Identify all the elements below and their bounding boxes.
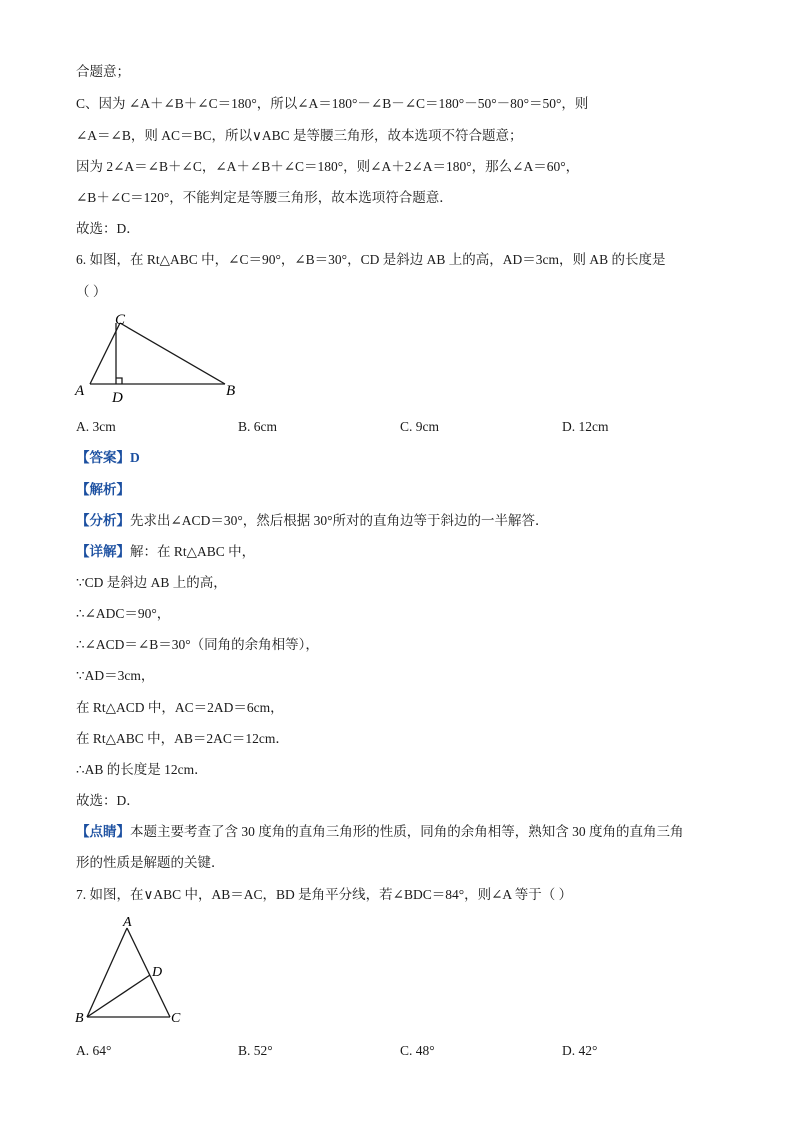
solution-step: ∵CD 是斜边 AB 上的高， <box>76 575 227 590</box>
fenxi-line <box>76 511 549 531</box>
dianjing-tag: 【点睛】 <box>76 824 130 839</box>
fenxi-tag: 【分析】 <box>76 513 130 528</box>
label-a: A <box>123 915 132 930</box>
text-line: 合题意； <box>76 64 130 79</box>
question-7-stem: 7. 如图，在∨ABC 中，AB＝AC，BD 是角平分线，若∠BDC＝84°，则∠A 等于（ ） <box>76 887 573 902</box>
text-line: C、因为 ∠A＋∠B＋∠C＝180°，所以∠A＝180°－∠B－∠C＝180°－50°－80°＝50°，则 <box>76 96 589 111</box>
label-b: B <box>226 383 236 399</box>
text-line: ∠A＝∠B，则 AC＝BC，所以∨ABC 是等腰三角形，故本选项不符合题意； <box>76 128 523 143</box>
dianjing-line-2: 形的性质是解题的关键． <box>76 855 225 870</box>
option-d: D. 12cm <box>562 419 609 434</box>
answer-line <box>76 448 140 468</box>
option-b: B. 6cm <box>238 419 277 434</box>
xiangjie-tag: 【详解】 <box>76 544 130 559</box>
solution-step: 在 Rt△ABC 中，AB＝2AC＝12cm． <box>76 731 289 746</box>
text-line: 因为 2∠A＝∠B＋∠C，∠A＋∠B＋∠C＝180°，则∠A＋2∠A＝180°，那么∠A＝60°， <box>76 159 580 174</box>
dianjing-text: 本题主要考查了含 30 度角的直角三角形的性质，同角的余角相等，熟知含 30 度角的直角三角 <box>130 824 684 839</box>
solution-step: ∴∠ADC＝90°， <box>76 606 171 621</box>
question-6-paren: （ ） <box>76 284 107 299</box>
solution-step: 在 Rt△ACD 中，AC＝2AD＝6cm， <box>76 700 284 715</box>
option-c: C. 9cm <box>400 419 439 434</box>
label-b: B <box>75 1011 84 1026</box>
label-c: C <box>171 1011 181 1026</box>
option-a: A. 64° <box>76 1043 112 1058</box>
triangle-figure-q7 <box>70 912 200 1032</box>
solution-step: ∴∠ACD＝∠B＝30°（同角的余角相等）， <box>76 637 319 652</box>
analysis-tag: 【解析】 <box>76 482 130 497</box>
option-a: A. 3cm <box>76 419 116 434</box>
analysis-heading <box>76 480 130 500</box>
label-d: D <box>152 965 163 980</box>
solution-step: ∵AD＝3cm， <box>76 668 155 683</box>
option-d: D. 42° <box>562 1043 598 1058</box>
fenxi-text: 先求出∠ACD＝30°，然后根据 30°所对的直角边等于斜边的一半解答． <box>130 513 549 528</box>
label-c: C <box>115 312 126 328</box>
solution-step: ∴AB 的长度是 12cm． <box>76 762 208 777</box>
triangle-figure-q6 <box>70 305 250 410</box>
text-line: ∠B＋∠C＝120°，不能判定是等腰三角形，故本选项符合题意． <box>76 190 453 205</box>
xiangjie-text: 解：在 Rt△ABC 中， <box>130 544 256 559</box>
answer-tag: 【答案】D <box>76 450 140 465</box>
option-c: C. 48° <box>400 1043 435 1058</box>
solution-step: 故选：D． <box>76 793 140 808</box>
question-6-stem: 6. 如图，在 Rt△ABC 中，∠C＝90°，∠B＝30°，CD 是斜边 AB 上的高，AD＝3cm，则 AB 的长度是 <box>76 252 666 267</box>
text-line: 故选：D． <box>76 221 140 236</box>
label-a: A <box>75 383 85 399</box>
label-d: D <box>112 390 123 406</box>
option-b: B. 52° <box>238 1043 273 1058</box>
dianjing-line <box>76 822 684 842</box>
xiangjie-line <box>76 542 255 562</box>
